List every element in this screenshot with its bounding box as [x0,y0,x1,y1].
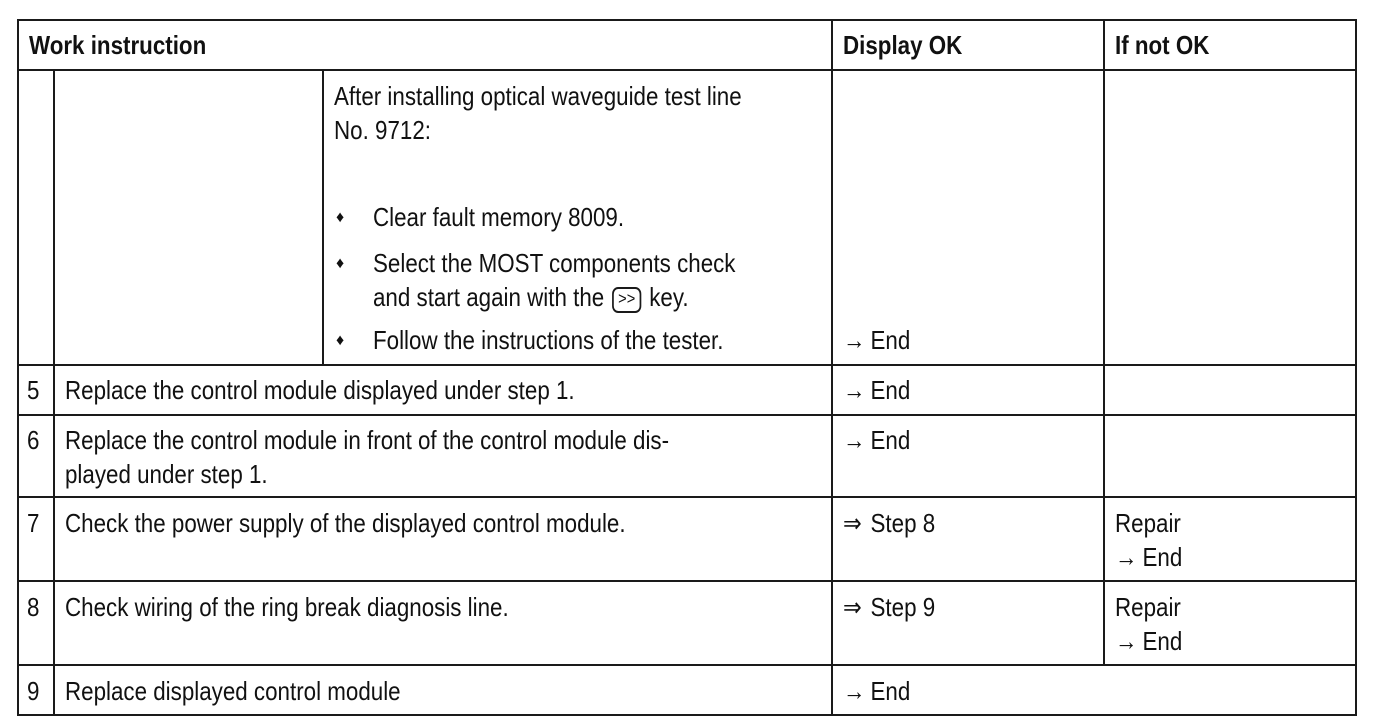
display-ok-end: → End [843,375,911,405]
table-border-right [1355,19,1357,716]
display-ok-end: → End [843,425,911,455]
not-ok-repair: Repair [1115,508,1181,538]
right-arrow-icon: → [1115,542,1138,572]
bullet-key-text: key. [649,282,689,312]
instruction-text: Check wiring of the ring break diagnosis line. [65,592,509,622]
step-number: 9 [27,676,40,706]
step-number: 7 [27,508,40,538]
instruction-text-line1: Replace the control module in front of the control module dis- [65,425,670,455]
not-ok-end: → End [1115,626,1183,656]
instruction-text: Check the power supply of the displayed control module. [65,508,626,538]
step-number: 6 [27,425,40,455]
right-arrow-icon: → [843,375,866,405]
right-arrow-icon: → [843,425,866,455]
step-column-divider [53,69,55,716]
right-arrow-icon: → [1115,626,1138,656]
right-arrow-icon: → [843,325,866,355]
display-ok-end: → End [843,676,911,706]
instruction-text-line2: played under step 1. [65,459,268,489]
bullet-diamond-icon: ♦ [336,255,345,272]
header-display-ok: Display OK [843,30,963,60]
bullet-select-most-line1: Select the MOST components check [373,248,736,278]
bullet-follow-instructions: Follow the instructions of the tester. [373,325,724,355]
row-divider [17,580,1357,582]
step-number: 8 [27,592,40,622]
row-divider [17,414,1357,416]
bullet-diamond-icon: ♦ [336,209,345,226]
bullet-select-most-line2 [373,280,689,314]
header-if-not-ok: If not OK [1115,30,1210,60]
row-divider [17,664,1357,666]
step-number: 5 [27,375,40,405]
bullet-diamond-icon: ♦ [336,332,345,349]
header-work-instruction: Work instruction [29,30,207,60]
display-ok-step: ⇒ Step 9 [843,592,936,622]
row-divider [17,496,1357,498]
instruction-text: Replace displayed control module [65,676,401,706]
table-border-top [17,19,1357,21]
sub-column-divider [322,69,324,366]
table-border-left [17,19,19,716]
display-ok-column-divider [831,19,833,716]
not-ok-end: → End [1115,542,1183,572]
header-divider [17,69,1357,71]
intro-text-line2: No. 9712: [334,115,431,145]
double-right-arrow-icon: ⇒ [843,508,862,538]
row-divider [17,364,1357,366]
double-right-arrow-icon: ⇒ [843,592,862,622]
table-border-bottom [17,714,1357,716]
not-ok-column-divider [1103,19,1105,666]
intro-text-line1: After installing optical waveguide test line [334,81,742,111]
bullet-select-most-text: and start again with the [373,282,605,312]
right-arrow-icon: → [843,676,866,706]
display-ok-step: ⇒ Step 8 [843,508,936,538]
instruction-text: Replace the control module displayed under step 1. [65,375,575,405]
bullet-clear-fault-memory: Clear fault memory 8009. [373,202,625,232]
not-ok-repair: Repair [1115,592,1181,622]
forward-key-icon: >> [612,287,641,313]
display-ok-end: → End [843,325,911,355]
